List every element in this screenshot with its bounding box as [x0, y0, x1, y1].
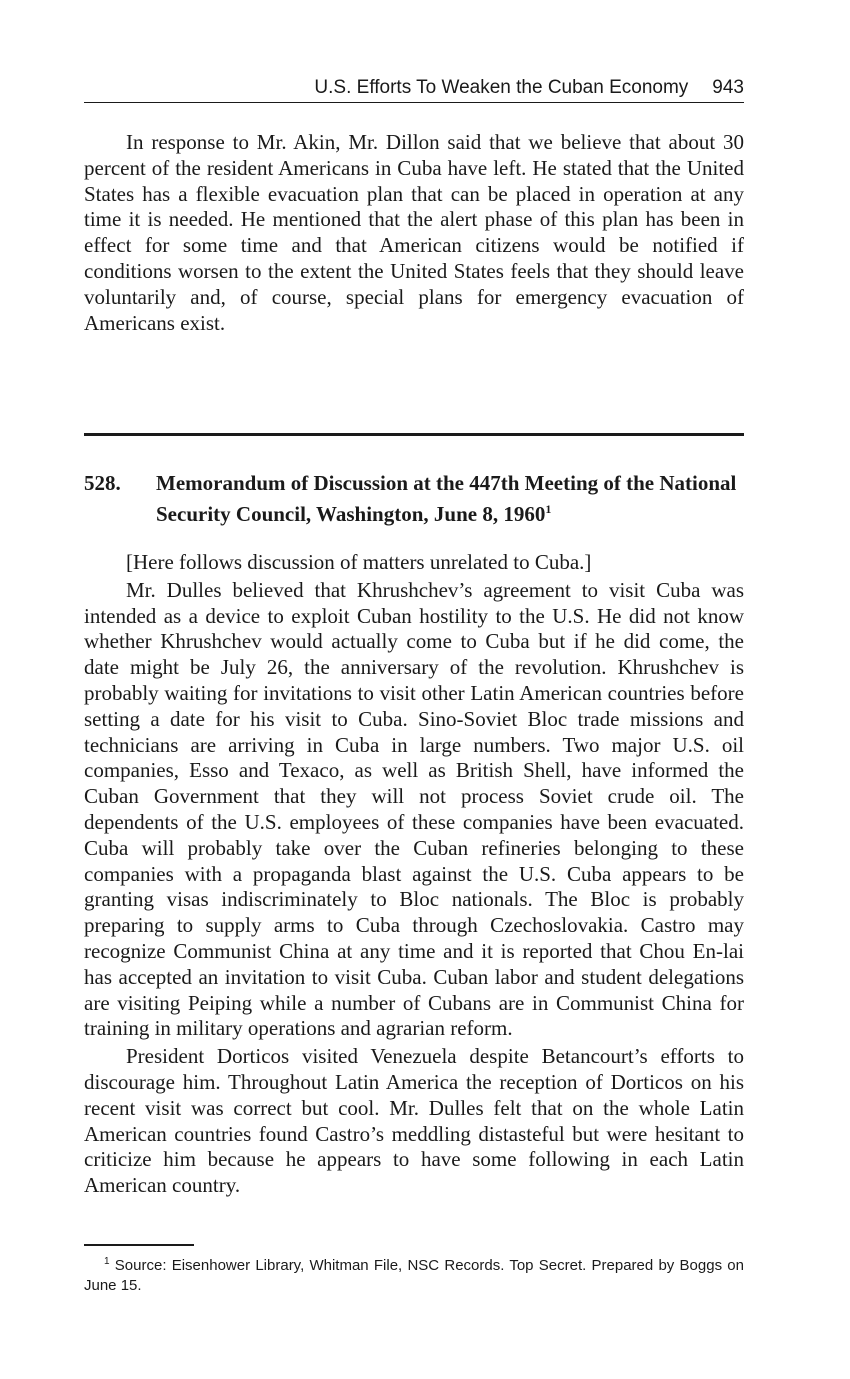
footnote-divider [84, 1244, 194, 1246]
body-paragraph: Mr. Dulles believed that Khrushchev’s agreement to visit Cuba was intended as a device to exploit Cuban hostility to the U.S. He did not know whether Khrushchev would actually come to Cuba but if he did come, the date might be July 26, the anniversary of the revolution. Khrushchev is probably waiting for invitations to visit other Latin American countries before setting a date for his visit to Cuba. Sino-Soviet Bloc trade missions and technicians are arriving in Cuba in large numbers. Two major U.S. oil companies, Esso and Texaco, as well as British Shell, have informed the Cuban Government that they will not process Soviet crude oil. The dependents of the U.S. employees of these companies have been evacuated. Cuba will probably take over the Cuban refineries belonging to these companies with a propaganda blast against the U.S. Cuba appears to be granting visas indiscriminately to Bloc nationals. The Bloc is probably preparing to supply arms to Cuba through Czechoslovakia. Castro may recognize Communist China at any time and it is reported that Chou En-lai has accepted an invitation to visit Cuba. Cuban labor and student delegations are visiting Peiping while a number of Cubans are in Communist China for training in military operations and agrarian reform. [84, 577, 744, 1041]
footnote-marker: 1 [104, 1256, 110, 1267]
page-number: 943 [712, 77, 744, 98]
body-paragraph: [Here follows discussion of matters unrelated to Cuba.] [126, 550, 592, 574]
footnote [84, 1252, 744, 1296]
document-number: 528. [84, 471, 121, 495]
document-title: Memorandum of Discussion at the 447th Meeting of the National Security Council, Washington, June 8, 1960 [156, 471, 737, 526]
document-title-wrap [156, 470, 744, 527]
intro-paragraph: In response to Mr. Akin, Mr. Dillon said that we believe that about 30 percent of the resident Americans in Cuba have left. He stated that the United States has a flexible evacuation plan that can be placed in operation at any time it is needed. He mentioned that the alert phase of this plan has been in effect for some time and that American citizens would be notified if conditions worsen to the extent the United States feels that they should leave voluntarily and, of course, special plans for emergency evacuation of Americans exist. [84, 130, 744, 335]
document-heading [84, 470, 744, 527]
body-paragraph: President Dorticos visited Venezuela despite Betancourt’s efforts to discourage him. Throughout Latin America the reception of Dorticos on his recent visit was correct but cool. Mr. Dulles felt that on the whole Latin American countries found Castro’s meddling distasteful but were hesitant to criticize him because he appears to have some following in each Latin American country. [84, 1044, 744, 1198]
body-text [84, 550, 744, 1199]
section-divider [84, 433, 744, 436]
footnote-text: Source: Eisenhower Library, Whitman File, NSC Records. Top Secret. Prepared by Boggs on June 15. [84, 1257, 744, 1294]
running-head [84, 76, 744, 103]
footnote-reference: 1 [545, 502, 552, 516]
running-head-title: U.S. Efforts To Weaken the Cuban Economy [314, 77, 689, 98]
